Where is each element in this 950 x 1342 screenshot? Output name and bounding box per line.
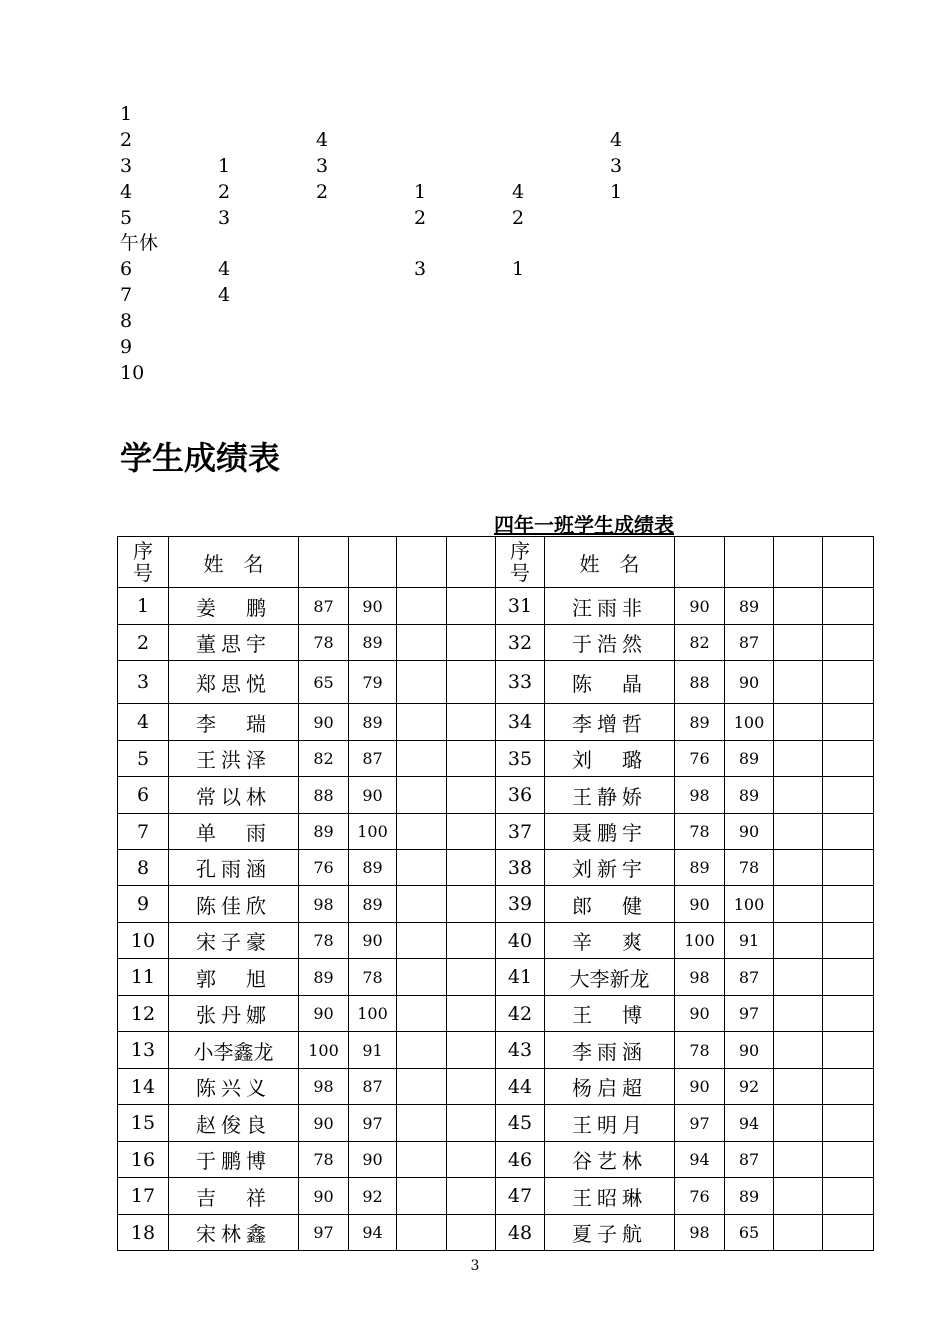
empty-cell (447, 959, 496, 996)
empty-cell (823, 886, 874, 923)
empty-cell (823, 814, 874, 850)
score-cell: 100 (725, 886, 774, 923)
schedule-cell: 2 (414, 206, 427, 229)
student-name-cell: 聂鹏宇 (545, 814, 675, 850)
student-name-cell: 陈 晶 (545, 661, 675, 704)
empty-cell (823, 625, 874, 661)
seq-cell: 46 (496, 1142, 545, 1178)
page-title: 学生成绩表 (120, 439, 281, 477)
empty-cell (397, 1032, 447, 1069)
empty-cell (397, 814, 447, 850)
score-cell: 98 (299, 886, 349, 923)
empty-cell (774, 625, 823, 661)
table-row (118, 814, 874, 850)
score-cell: 89 (299, 959, 349, 996)
empty-cell (447, 886, 496, 923)
empty-cell (397, 886, 447, 923)
score-cell: 90 (349, 588, 397, 625)
table-row (118, 1032, 874, 1069)
table-row (118, 777, 874, 814)
empty-cell (447, 777, 496, 814)
schedule-cell: 4 (316, 128, 329, 151)
empty-cell (447, 1215, 496, 1251)
empty-cell (823, 850, 874, 886)
schedule-cell: 3 (414, 258, 427, 281)
empty-cell (823, 1178, 874, 1215)
score-cell: 87 (299, 588, 349, 625)
score-cell: 91 (349, 1032, 397, 1069)
score-cell: 100 (725, 704, 774, 741)
score-cell: 89 (349, 625, 397, 661)
score-cell: 78 (299, 625, 349, 661)
score-cell: 90 (725, 1032, 774, 1069)
student-name-cell: 宋子豪 (169, 923, 299, 959)
score-cell: 97 (675, 1105, 725, 1142)
student-name-cell: 陈佳欣 (169, 886, 299, 923)
schedule-cell: 9 (120, 336, 133, 359)
empty-cell (774, 777, 823, 814)
score-cell: 88 (675, 661, 725, 704)
score-cell: 90 (675, 886, 725, 923)
empty-cell (823, 923, 874, 959)
score-cell: 90 (349, 923, 397, 959)
empty-cell (823, 1142, 874, 1178)
empty-cell (397, 1215, 447, 1251)
table-row (118, 741, 874, 777)
score-cell: 78 (675, 1032, 725, 1069)
empty-cell (447, 588, 496, 625)
empty-cell (823, 704, 874, 741)
score-cell: 89 (349, 704, 397, 741)
score-cell: 76 (675, 1178, 725, 1215)
score-cell: 90 (299, 996, 349, 1032)
empty-cell (397, 1178, 447, 1215)
empty-cell (823, 959, 874, 996)
empty-cell (823, 588, 874, 625)
score-cell: 89 (349, 850, 397, 886)
empty-cell (774, 661, 823, 704)
schedule-cell: 1 (512, 258, 525, 281)
table-row (118, 959, 874, 996)
schedule-cell: 2 (316, 180, 329, 203)
table-row (118, 588, 874, 625)
score-cell: 90 (675, 1069, 725, 1105)
schedule-cell: 1 (414, 180, 427, 203)
empty-cell (774, 741, 823, 777)
empty-cell (447, 1105, 496, 1142)
table-row (118, 996, 874, 1032)
score-cell: 92 (349, 1178, 397, 1215)
table-row (118, 850, 874, 886)
seq-cell: 48 (496, 1215, 545, 1251)
empty-cell (447, 625, 496, 661)
score-cell: 89 (349, 886, 397, 923)
score-cell: 90 (299, 1105, 349, 1142)
score-cell: 90 (675, 588, 725, 625)
empty-cell (774, 850, 823, 886)
empty-cell (774, 996, 823, 1032)
empty-cell (447, 923, 496, 959)
schedule-cell: 2 (512, 206, 525, 229)
schedule-cell: 4 (610, 128, 623, 151)
student-name-cell: 孔雨涵 (169, 850, 299, 886)
header-empty (823, 537, 874, 588)
student-name-cell: 姜 鹏 (169, 588, 299, 625)
empty-cell (774, 1069, 823, 1105)
student-name-cell: 于鹏博 (169, 1142, 299, 1178)
empty-cell (397, 777, 447, 814)
score-cell: 87 (725, 959, 774, 996)
table-subtitle: 四年一班学生成绩表 (494, 513, 674, 537)
empty-cell (397, 996, 447, 1032)
score-cell: 90 (725, 661, 774, 704)
table-row (118, 704, 874, 741)
table-row (118, 1105, 874, 1142)
grade-table (117, 536, 874, 1251)
student-name-cell: 常以林 (169, 777, 299, 814)
score-cell: 98 (675, 1215, 725, 1251)
score-cell: 98 (299, 1069, 349, 1105)
empty-cell (397, 704, 447, 741)
student-name-cell: 刘 璐 (545, 741, 675, 777)
score-cell: 65 (725, 1215, 774, 1251)
empty-cell (774, 1142, 823, 1178)
student-name-cell: 吉 祥 (169, 1178, 299, 1215)
schedule-cell: 6 (120, 258, 133, 281)
schedule-cell: 3 (316, 154, 329, 177)
header-empty (349, 537, 397, 588)
student-name-cell: 谷艺林 (545, 1142, 675, 1178)
table-row (118, 661, 874, 704)
seq-cell: 45 (496, 1105, 545, 1142)
seq-cell: 42 (496, 996, 545, 1032)
score-cell: 89 (725, 588, 774, 625)
seq-cell: 8 (118, 850, 169, 886)
seq-cell: 18 (118, 1215, 169, 1251)
empty-cell (397, 1142, 447, 1178)
table-row (118, 923, 874, 959)
table-row (118, 1178, 874, 1215)
empty-cell (397, 959, 447, 996)
seq-cell: 35 (496, 741, 545, 777)
student-name-cell: 小李鑫龙 (169, 1032, 299, 1069)
schedule-cell: 8 (120, 310, 133, 333)
empty-cell (823, 1032, 874, 1069)
empty-cell (447, 1178, 496, 1215)
score-cell: 97 (299, 1215, 349, 1251)
student-name-cell: 郎 健 (545, 886, 675, 923)
score-cell: 89 (725, 1178, 774, 1215)
student-name-cell: 王昭琳 (545, 1178, 675, 1215)
student-name-cell: 李增哲 (545, 704, 675, 741)
table-row (118, 1215, 874, 1251)
empty-cell (823, 777, 874, 814)
score-cell: 98 (675, 777, 725, 814)
score-cell: 97 (725, 996, 774, 1032)
schedule-cell: 2 (218, 180, 231, 203)
score-cell: 89 (675, 850, 725, 886)
table-header-row (118, 537, 874, 588)
seq-cell: 16 (118, 1142, 169, 1178)
empty-cell (397, 741, 447, 777)
empty-cell (447, 814, 496, 850)
student-name-cell: 赵俊良 (169, 1105, 299, 1142)
empty-cell (397, 1105, 447, 1142)
seq-cell: 34 (496, 704, 545, 741)
seq-cell: 39 (496, 886, 545, 923)
empty-cell (774, 1105, 823, 1142)
empty-cell (774, 959, 823, 996)
empty-cell (774, 1032, 823, 1069)
empty-cell (397, 850, 447, 886)
empty-cell (447, 741, 496, 777)
student-name-cell: 于浩然 (545, 625, 675, 661)
seq-cell: 12 (118, 996, 169, 1032)
score-cell: 87 (349, 1069, 397, 1105)
empty-cell (397, 923, 447, 959)
seq-cell: 13 (118, 1032, 169, 1069)
score-cell: 97 (349, 1105, 397, 1142)
empty-cell (397, 661, 447, 704)
student-name-cell: 夏子航 (545, 1215, 675, 1251)
header-seq-right: 序 号 (496, 537, 545, 588)
score-cell: 82 (299, 741, 349, 777)
score-cell: 91 (725, 923, 774, 959)
schedule-cell: 3 (218, 206, 231, 229)
score-cell: 87 (349, 741, 397, 777)
score-cell: 76 (675, 741, 725, 777)
seq-cell: 7 (118, 814, 169, 850)
score-cell: 87 (725, 1142, 774, 1178)
page-number: 3 (470, 1258, 480, 1274)
header-empty (725, 537, 774, 588)
seq-cell: 44 (496, 1069, 545, 1105)
score-cell: 65 (299, 661, 349, 704)
student-name-cell: 宋林鑫 (169, 1215, 299, 1251)
seq-cell: 43 (496, 1032, 545, 1069)
student-name-cell: 陈兴义 (169, 1069, 299, 1105)
empty-cell (447, 1142, 496, 1178)
schedule-cell: 10 (120, 361, 145, 384)
empty-cell (774, 1215, 823, 1251)
student-name-cell: 张丹娜 (169, 996, 299, 1032)
seq-cell: 2 (118, 625, 169, 661)
student-name-cell: 王 博 (545, 996, 675, 1032)
score-cell: 89 (725, 741, 774, 777)
seq-cell: 15 (118, 1105, 169, 1142)
header-empty (397, 537, 447, 588)
schedule-cell: 1 (610, 180, 623, 203)
score-cell: 90 (725, 814, 774, 850)
seq-cell: 9 (118, 886, 169, 923)
score-cell: 92 (725, 1069, 774, 1105)
schedule-cell: 4 (512, 180, 525, 203)
empty-cell (823, 1069, 874, 1105)
student-name-cell: 董思宇 (169, 625, 299, 661)
header-empty (774, 537, 823, 588)
empty-cell (447, 850, 496, 886)
empty-cell (774, 704, 823, 741)
header-seq-left: 序 号 (118, 537, 169, 588)
score-cell: 78 (675, 814, 725, 850)
seq-cell: 3 (118, 661, 169, 704)
empty-cell (823, 1215, 874, 1251)
score-cell: 78 (299, 923, 349, 959)
empty-cell (823, 741, 874, 777)
student-name-cell: 大李新龙 (545, 959, 675, 996)
score-cell: 82 (675, 625, 725, 661)
seq-cell: 17 (118, 1178, 169, 1215)
score-cell: 98 (675, 959, 725, 996)
seq-cell: 33 (496, 661, 545, 704)
empty-cell (447, 661, 496, 704)
score-cell: 90 (675, 996, 725, 1032)
student-name-cell: 郭 旭 (169, 959, 299, 996)
header-name-left: 姓 名 (169, 537, 299, 588)
empty-cell (774, 886, 823, 923)
schedule-cell: 4 (218, 258, 231, 281)
empty-cell (447, 996, 496, 1032)
student-name-cell: 辛 爽 (545, 923, 675, 959)
schedule-cell: 5 (120, 206, 133, 229)
empty-cell (823, 996, 874, 1032)
schedule-cell: 4 (120, 180, 133, 203)
seq-cell: 37 (496, 814, 545, 850)
empty-cell (823, 1105, 874, 1142)
schedule-cell: 3 (120, 154, 133, 177)
seq-cell: 6 (118, 777, 169, 814)
score-cell: 100 (299, 1032, 349, 1069)
score-cell: 76 (299, 850, 349, 886)
table-row (118, 886, 874, 923)
seq-cell: 47 (496, 1178, 545, 1215)
seq-cell: 10 (118, 923, 169, 959)
seq-cell: 5 (118, 741, 169, 777)
schedule-cell: 午休 (120, 232, 159, 255)
score-cell: 100 (349, 996, 397, 1032)
seq-cell: 1 (118, 588, 169, 625)
empty-cell (823, 661, 874, 704)
seq-cell: 36 (496, 777, 545, 814)
seq-cell: 41 (496, 959, 545, 996)
score-cell: 89 (675, 704, 725, 741)
schedule-cell: 7 (120, 284, 133, 307)
empty-cell (397, 625, 447, 661)
score-cell: 90 (299, 1178, 349, 1215)
score-cell: 89 (725, 777, 774, 814)
score-cell: 94 (349, 1215, 397, 1251)
seq-cell: 14 (118, 1069, 169, 1105)
empty-cell (774, 814, 823, 850)
student-name-cell: 王洪泽 (169, 741, 299, 777)
schedule-cell: 3 (610, 154, 623, 177)
seq-cell: 11 (118, 959, 169, 996)
score-cell: 88 (299, 777, 349, 814)
score-cell: 78 (299, 1142, 349, 1178)
empty-cell (397, 588, 447, 625)
student-name-cell: 单 雨 (169, 814, 299, 850)
score-cell: 100 (675, 923, 725, 959)
student-name-cell: 李 瑞 (169, 704, 299, 741)
student-name-cell: 郑思悦 (169, 661, 299, 704)
score-cell: 100 (349, 814, 397, 850)
score-cell: 78 (349, 959, 397, 996)
seq-cell: 38 (496, 850, 545, 886)
empty-cell (447, 704, 496, 741)
score-cell: 78 (725, 850, 774, 886)
score-cell: 90 (349, 1142, 397, 1178)
score-cell: 90 (349, 777, 397, 814)
seq-cell: 40 (496, 923, 545, 959)
student-name-cell: 王明月 (545, 1105, 675, 1142)
table-row (118, 1069, 874, 1105)
student-name-cell: 刘新宇 (545, 850, 675, 886)
empty-cell (397, 1069, 447, 1105)
empty-cell (774, 923, 823, 959)
empty-cell (774, 1178, 823, 1215)
empty-cell (447, 1032, 496, 1069)
seq-cell: 32 (496, 625, 545, 661)
student-name-cell: 汪雨非 (545, 588, 675, 625)
score-cell: 79 (349, 661, 397, 704)
header-name-right: 姓 名 (545, 537, 675, 588)
schedule-cell: 1 (218, 154, 231, 177)
schedule-cell: 1 (120, 103, 133, 125)
score-cell: 94 (725, 1105, 774, 1142)
header-empty (447, 537, 496, 588)
score-cell: 94 (675, 1142, 725, 1178)
student-name-cell: 王静娇 (545, 777, 675, 814)
table-row (118, 1142, 874, 1178)
student-name-cell: 李雨涵 (545, 1032, 675, 1069)
header-empty (299, 537, 349, 588)
student-name-cell: 杨启超 (545, 1069, 675, 1105)
seq-cell: 4 (118, 704, 169, 741)
table-row (118, 625, 874, 661)
header-empty (675, 537, 725, 588)
seq-cell: 31 (496, 588, 545, 625)
score-cell: 90 (299, 704, 349, 741)
schedule-cell: 2 (120, 128, 133, 151)
empty-cell (774, 588, 823, 625)
empty-cell (447, 1069, 496, 1105)
score-cell: 89 (299, 814, 349, 850)
schedule-cell: 4 (218, 284, 231, 307)
score-cell: 87 (725, 625, 774, 661)
